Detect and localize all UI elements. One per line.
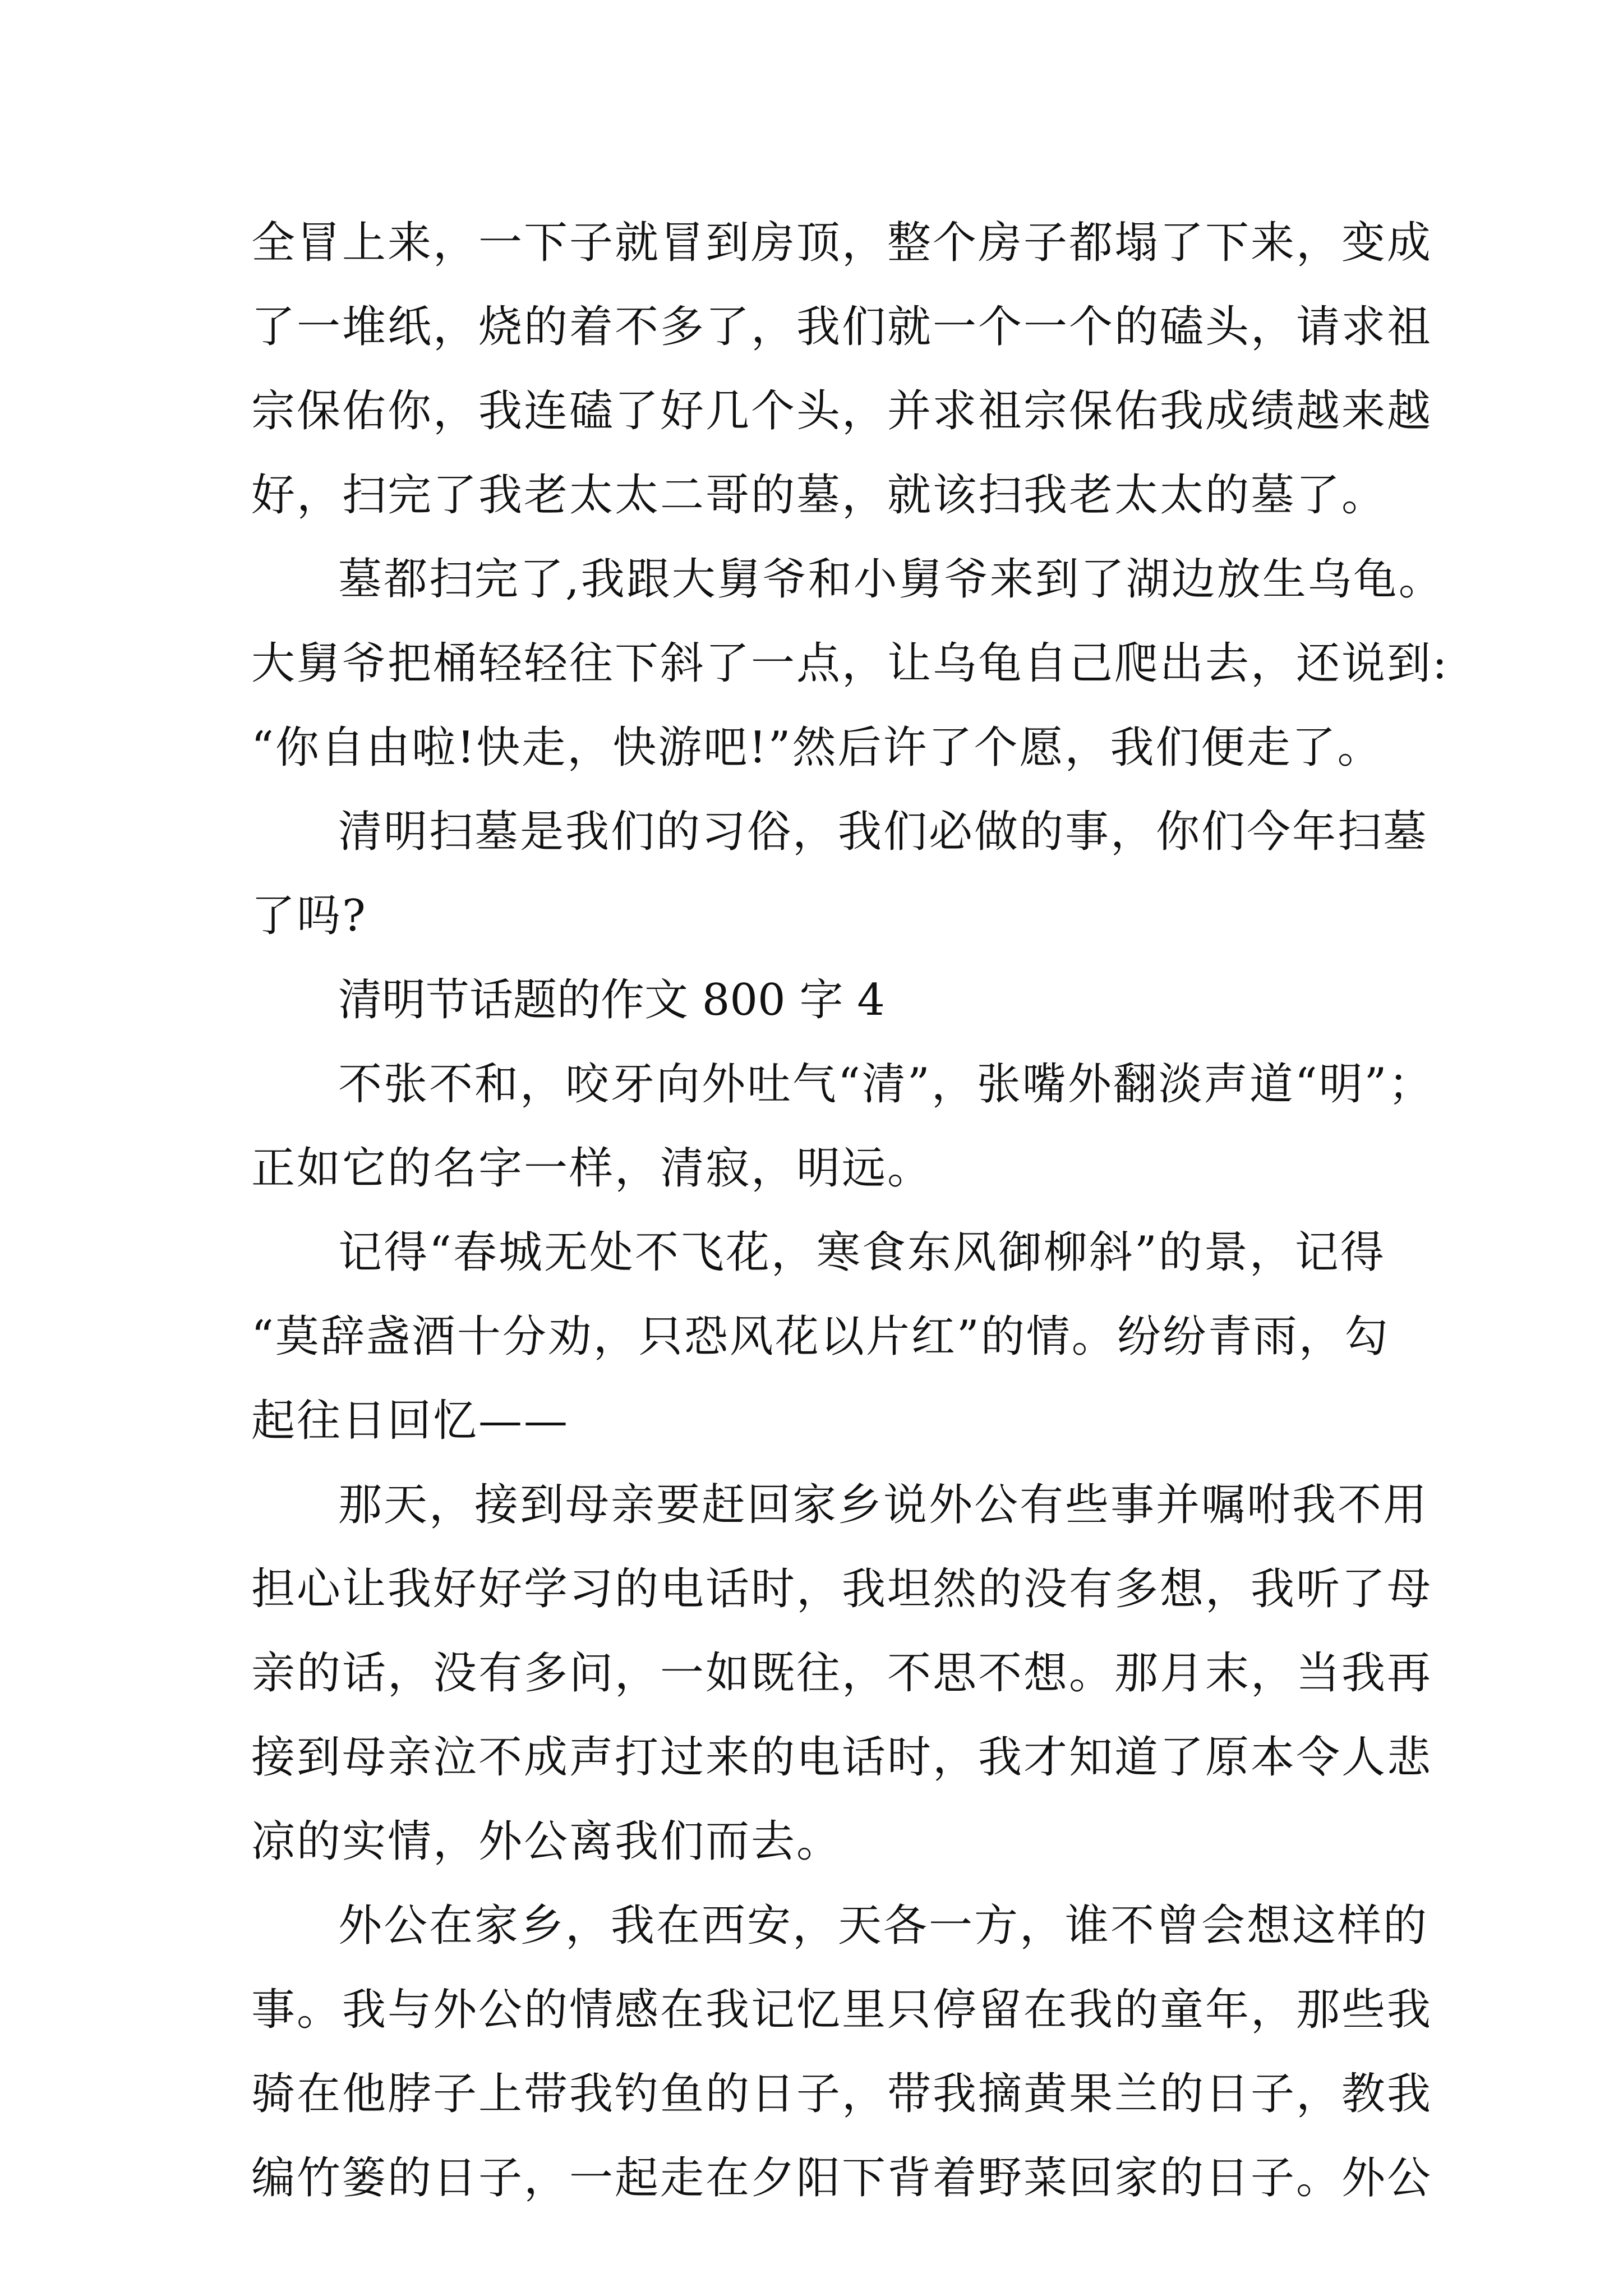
text-line: 大舅爷把桶轻轻往下斜了一点，让乌龟自己爬出去，还说到:: [251, 638, 1449, 689]
text-line: 正如它的名字一样，清寂，明远。: [251, 1143, 933, 1194]
paragraph-start-line: 记得“春城无处不飞花，寒食东风御柳斜”的景，记得: [338, 1227, 1386, 1278]
text-line: 凉的实情，外公离我们而去。: [251, 1816, 842, 1867]
text-line: 了一堆纸，烧的着不多了，我们就一个一个的磕头，请求祖: [251, 302, 1433, 352]
text-line: 亲的话，没有多问，一如既往，不思不想。那月末，当我再: [251, 1648, 1433, 1699]
text-line: 全冒上来，一下子就冒到房顶，整个房子都塌了下来，变成: [251, 218, 1433, 268]
paragraph-start-line: 不张不和，咬牙向外吐气“清”，张嘴外翻淡声道“明”；: [338, 1059, 1434, 1110]
text-line: 了吗?: [251, 891, 367, 941]
text-line: “你自由啦!快走，快游吧!”然后许了个愿，我们便走了。: [251, 723, 1383, 773]
paragraph-start-line: 外公在家乡，我在西安，天各一方，谁不曾会想这样的: [338, 1901, 1429, 1951]
text-line: “莫辞盏酒十分劝，只恐风花以片红”的情。纷纷青雨，勾: [251, 1312, 1390, 1362]
text-line: 宗保佑你，我连磕了好几个头，并求祖宗保佑我成绩越来越: [251, 386, 1433, 436]
text-line: 好，扫完了我老太太二哥的墓，就该扫我老太太的墓了。: [251, 470, 1387, 521]
text-line: 编竹篓的日子，一起走在夕阳下背着野菜回家的日子。外公: [251, 2153, 1433, 2203]
text-line: 起往日回忆——: [251, 1396, 570, 1446]
paragraph-start-line: 清明扫墓是我们的习俗，我们必做的事，你们今年扫墓: [338, 807, 1429, 857]
paragraph-start-line: 那天，接到母亲要赶回家乡说外公有些事并嘱咐我不用: [338, 1480, 1429, 1530]
text-line: 骑在他脖子上带我钓鱼的日子，带我摘黄果兰的日子，教我: [251, 2069, 1433, 2119]
text-line: 担心让我好好学习的电话时，我坦然的没有多想，我听了母: [251, 1564, 1433, 1614]
paragraph-start-line: 墓都扫完了,我跟大舅爷和小舅爷来到了湖边放生乌龟。: [338, 554, 1444, 605]
text-body: [251, 201, 1449, 2220]
section-heading: 清明节话题的作文 800 字 4: [338, 975, 885, 1025]
text-line: 事。我与外公的情感在我记忆里只停留在我的童年，那些我: [251, 1985, 1433, 2035]
text-line: 接到母亲泣不成声打过来的电话时，我才知道了原本令人悲: [251, 1732, 1433, 1783]
